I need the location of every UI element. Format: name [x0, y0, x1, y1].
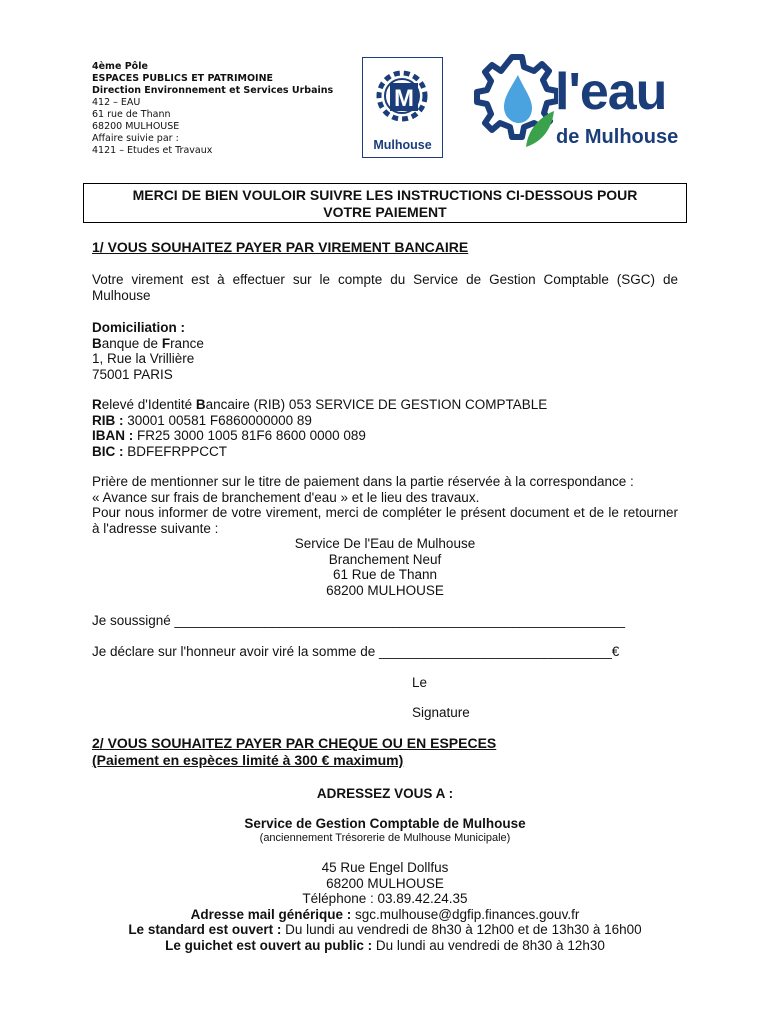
instruction-1: Prière de mentionner sur le titre de paiement dans la partie réservée à la correspondance : [92, 474, 634, 489]
water-drop-leaf-icon [466, 53, 558, 153]
gear-m-icon [363, 58, 441, 134]
sgc-counter-hours: Le guichet est ouvert au public : Du lundi au vendredi de 8h30 à 12h30 [165, 937, 605, 953]
section2-subheading: (Paiement en espèces limité à 300 € maximum) [92, 752, 404, 768]
header-city: 68200 MULHOUSE [92, 121, 180, 132]
signature-field[interactable]: Signature [412, 705, 470, 720]
header-direction: Direction Environnement et Services Urbains [92, 85, 334, 96]
sgc-email: Adresse mail générique : sgc.mulhouse@dgfip.finances.gouv.fr [190, 906, 580, 922]
domiciliation-label: Domiciliation : [92, 320, 186, 335]
instruction-3: Pour nous informer de votre virement, merci de compléter le présent document et de le retourner à l'adresse suivante : [92, 505, 678, 536]
bank-details [92, 397, 547, 459]
return-line-3: 61 Rue de Thann [332, 567, 438, 582]
header-followed-by: Affaire suivie par : [92, 133, 179, 144]
header-pole: 4ème Pôle [92, 61, 148, 72]
header-followed-by-value: 4121 – Etudes et Travaux [92, 145, 213, 156]
return-line-4: 68200 MULHOUSE [326, 582, 444, 598]
sgc-service-name: Service de Gestion Comptable de Mulhouse [244, 816, 526, 831]
sgc-street: 45 Rue Engel Dollfus [321, 860, 449, 875]
payment-instructions [92, 474, 678, 536]
water-logo-subtitle: de Mulhouse [556, 126, 679, 148]
header-code: 412 – EAU [92, 97, 141, 108]
banner-line-2: VOTRE PAIEMENT [323, 204, 447, 220]
bank-name: Banque de France [92, 335, 204, 351]
amount-declaration-field[interactable]: Je déclare sur l'honneur avoir viré la somme de _______________________________€ [92, 644, 620, 659]
releve-line: Relevé d'Identité Bancaire (RIB) 053 SERVICE DE GESTION COMPTABLE [92, 397, 548, 412]
bank-city: 75001 PARIS [92, 366, 173, 382]
sgc-contact-block [85, 860, 685, 953]
instruction-2: « Avance sur frais de branchement d'eau » et le lieu des travaux. [92, 489, 480, 505]
return-line-1: Service De l'Eau de Mulhouse [294, 536, 476, 551]
section2-heading: 2/ VOUS SOUHAITEZ PAYER PAR CHEQUE OU EN ESPECES [92, 735, 497, 751]
sgc-standard-hours: Le standard est ouvert : Du lundi au vendredi de 8h30 à 12h00 et de 13h30 à 16h00 [128, 922, 642, 937]
header-street: 61 rue de Thann [92, 109, 171, 120]
return-address [185, 536, 585, 598]
iban-line: IBAN : FR25 3000 1005 81F6 8600 0000 089 [92, 428, 366, 443]
city-logo-letter: M [394, 85, 414, 112]
header-address-block [92, 61, 333, 157]
city-logo-label: Mulhouse [373, 138, 432, 152]
rib-line: RIB : 30001 00581 F6860000000 89 [92, 412, 312, 428]
section1-heading: 1/ VOUS SOUHAITEZ PAYER PAR VIREMENT BANCAIRE [92, 239, 469, 255]
bank-domiciliation [92, 320, 204, 382]
undersigned-field[interactable]: Je soussigné ____________________________________________________________ [92, 613, 626, 628]
mulhouse-city-logo [362, 57, 443, 158]
return-line-2: Branchement Neuf [328, 551, 442, 567]
banner-line-1: MERCI DE BIEN VOULOIR SUIVRE LES INSTRUCTIONS CI-DESSOUS POUR [132, 187, 638, 203]
sgc-formerly: (anciennement Trésorerie de Mulhouse Municipale) [259, 832, 511, 844]
bic-line: BIC : BDFEFRPPCCT [92, 443, 228, 459]
header-department: ESPACES PUBLICS ET PATRIMOINE [92, 73, 274, 84]
sgc-phone: Téléphone : 03.89.42.24.35 [302, 891, 468, 906]
instructions-banner [83, 183, 687, 223]
water-logo-title: l'eau [555, 63, 667, 121]
sgc-city: 68200 MULHOUSE [326, 875, 444, 891]
date-label: Le [412, 675, 428, 690]
address-to-label: ADRESSEZ VOUS A : [316, 786, 454, 801]
section1-intro: Votre virement est à effectuer sur le compte du Service de Gestion Comptable (SGC) de Mulhouse [92, 272, 678, 303]
bank-street: 1, Rue la Vrillière [92, 351, 195, 366]
